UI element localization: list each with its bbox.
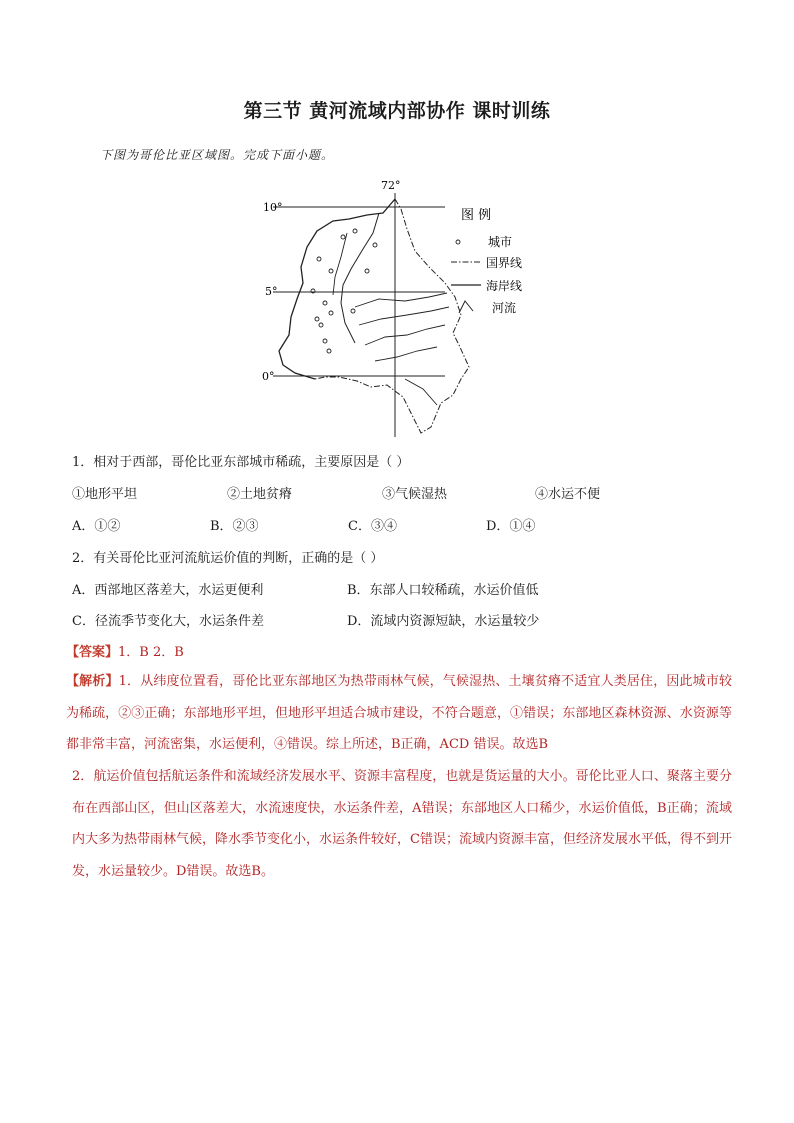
q2-option-d: D．流域内资源短缺，水运量较少 — [347, 614, 540, 629]
question-1-stem: 1．相对于西部，哥伦比亚东部城市稀疏，主要原因是（ ） — [72, 455, 410, 470]
city-marker — [327, 349, 331, 353]
question-2-stem: 2．有关哥伦比亚河流航运价值的判断，正确的是（ ） — [72, 551, 384, 566]
city-marker — [323, 339, 327, 343]
colombia-map — [255, 175, 545, 440]
lon-label-72: 72° — [381, 179, 401, 192]
q1-item-2: ②土地贫瘠 — [227, 487, 293, 502]
border-line — [315, 199, 469, 433]
lat-label-0: 0° — [262, 370, 275, 383]
city-marker — [323, 301, 327, 305]
cities — [311, 229, 377, 353]
legend-city-label: 城市 — [488, 235, 513, 249]
q1-item-3: ③气候湿热 — [382, 487, 448, 502]
city-marker — [353, 229, 357, 233]
q1-item-4: ④水运不便 — [535, 487, 601, 502]
analysis-block — [66, 666, 732, 761]
river-2 — [333, 233, 347, 295]
city-marker — [315, 317, 319, 321]
q1-option-c: C．③④ — [348, 519, 397, 534]
answer-tag: 【答案】 — [66, 645, 119, 660]
q1-item-1: ①地形平坦 — [72, 487, 138, 502]
intro-text: 下图为哥伦比亚区域图。完成下面小题。 — [100, 148, 335, 162]
q2-option-b: B．东部人口较稀疏，水运价值低 — [347, 583, 539, 598]
river-4 — [359, 307, 449, 325]
analysis-paragraph-2: 2．航运价值包括航运条件和流域经济发展水平、资源丰富程度，也就是货运量的大小。哥伦比亚人口、聚落主要分布在西部山区，但山区落差大，水流速度快，水运条件差，A错误；东部地区人口稀少，水运价值低，B正确；流域内大多为热带雨林气候，降水季节变化小，水运条件较好，C错误；流域内资源丰富，但经济发展水平低，得不到开发，水运量较少。D错误。故选B。 — [72, 769, 732, 879]
q1-option-d: D．①④ — [486, 519, 536, 534]
coastline — [279, 199, 395, 379]
lat-label-10: 10° — [263, 201, 283, 214]
q2-option-c: C．径流季节变化大，水运条件差 — [72, 614, 264, 629]
city-marker — [329, 269, 333, 273]
analysis-paragraph-1: 1．从纬度位置看，哥伦比亚东部地区为热带雨林气候，气候湿热、土壤贫瘠不适宜人类居住，因此城市较为稀疏，②③正确；东部地形平坦，但地形平坦适合城市建设，不符合题意，①错误；东部地区森林资源、水资源等都非常丰富，河流密集，水运便利，④错误。综上所述，B正确，ACD 错误。故选B — [66, 674, 732, 752]
answer-line — [66, 641, 184, 660]
lat-label-5: 5° — [265, 285, 278, 298]
answer-text: 1．B 2．B — [118, 645, 184, 660]
legend-city-symbol — [456, 240, 460, 244]
q2-option-a: A．西部地区落差大，水运更便利 — [72, 583, 264, 598]
legend-border-label: 国界线 — [486, 256, 523, 270]
city-marker — [351, 309, 355, 313]
page-title: 第三节 黄河流域内部协作 课时训练 — [243, 100, 551, 122]
river-7 — [405, 379, 437, 405]
city-marker — [329, 311, 333, 315]
city-marker — [319, 323, 323, 327]
analysis-tag: 【解析】 — [66, 674, 119, 689]
city-marker — [317, 257, 321, 261]
legend-title: 图 例 — [461, 208, 492, 223]
legend-coast-label: 海岸线 — [486, 279, 523, 293]
city-marker — [365, 269, 369, 273]
river-5 — [365, 325, 445, 345]
q1-option-a: A．①② — [72, 519, 121, 534]
legend-river-label: 河流 — [492, 301, 517, 315]
river-1 — [341, 213, 379, 343]
q1-option-b: B．②③ — [210, 519, 259, 534]
river-3 — [355, 293, 447, 307]
legend-river-symbol — [459, 301, 473, 313]
city-marker — [341, 235, 345, 239]
analysis-paragraph-2-block — [72, 761, 732, 887]
river-6 — [375, 347, 437, 361]
city-marker — [373, 243, 377, 247]
